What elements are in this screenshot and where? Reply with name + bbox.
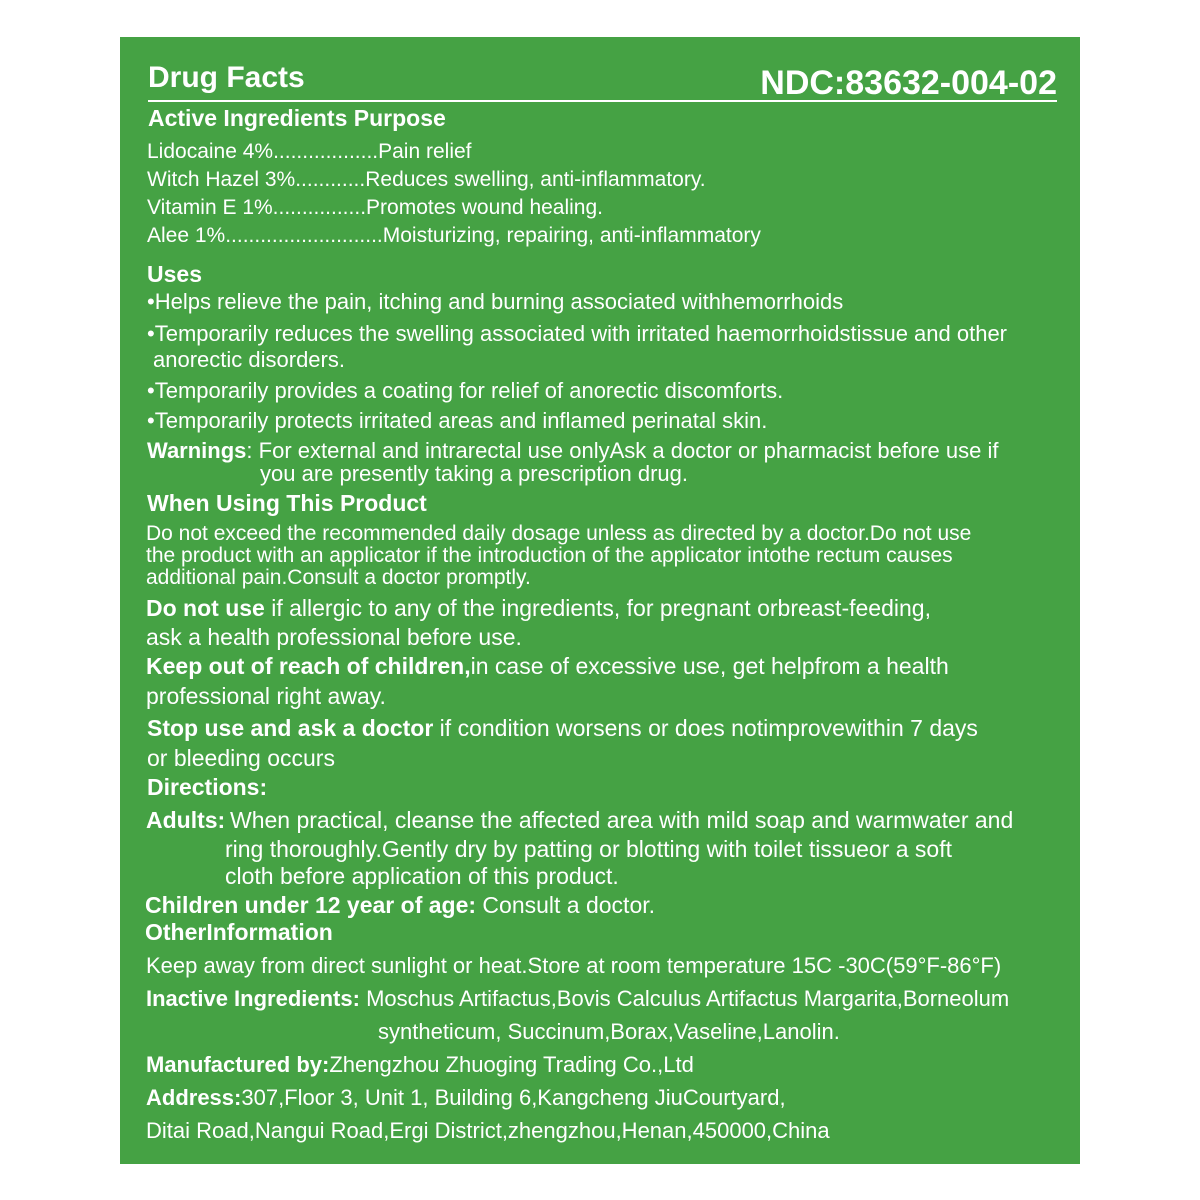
when-using-line: the product with an applicator if the introduction of the applicator intothe rectum causes (146, 544, 953, 567)
uses-heading: Uses (147, 261, 202, 287)
children-label: Children under 12 year of age: (145, 892, 477, 918)
when-using-line: Do not exceed the recommended daily dosage unless as directed by a doctor.Do not use (146, 522, 972, 545)
address-label: Address: (146, 1085, 242, 1110)
address-line (146, 1087, 786, 1109)
ingredient-row: Alee 1%...........................Moisturizing, repairing, anti-inflammatory (147, 224, 761, 247)
adults-continuation: ring thoroughly.Gently dry by patting or blotting with toilet tissueor a soft (225, 836, 953, 862)
ingredient-row: Vitamin E 1%................Promotes wound healing. (147, 196, 604, 219)
stop-use-label: Stop use and ask a doctor (147, 715, 434, 741)
other-info-text: Keep away from direct sunlight or heat.Store at room temperature 15C -30C(59°F-86°F) (146, 953, 1002, 978)
uses-item: •Temporarily reduces the swelling associated with irritated haemorrhoidstissue and other (147, 321, 1008, 346)
children-line (145, 894, 655, 917)
do-not-use-text: if allergic to any of the ingredients, for pregnant orbreast-feeding, (264, 595, 931, 621)
ndc-number: NDC:83632-004-02 (760, 64, 1057, 102)
uses-item: •Temporarily provides a coating for relief of anorectic discomforts. (147, 378, 784, 403)
do-not-use-line (146, 597, 931, 620)
adults-continuation: cloth before application of this product. (225, 863, 619, 889)
address-text: 307,Floor 3, Unit 1, Building 6,Kangcheng JiuCourtyard, (241, 1085, 786, 1110)
active-ingredients-heading: Active Ingredients Purpose (148, 105, 446, 131)
stop-use-line (147, 717, 978, 740)
uses-item-continuation: anorectic disorders. (153, 347, 345, 372)
do-not-use-label: Do not use (146, 595, 265, 621)
adults-line (146, 809, 225, 832)
ingredient-row: Witch Hazel 3%............Reduces swelling, anti-inflammatory. (147, 168, 706, 191)
stop-use-text: if condition worsens or does notimprovewithin 7 days (433, 715, 978, 741)
page-title: Drug Facts (148, 61, 305, 94)
uses-item: •Temporarily protects irritated areas and inflamed perinatal skin. (147, 408, 768, 433)
keep-out-continuation: professional right away. (146, 683, 386, 709)
directions-heading: Directions: (147, 774, 268, 800)
uses-item: •Helps relieve the pain, itching and burning associated withhemorrhoids (147, 289, 844, 314)
manufacturer-text: Zhengzhou Zhuoging Trading Co.,Ltd (329, 1052, 694, 1077)
warnings-line (147, 440, 998, 462)
inactive-label: Inactive Ingredients: (146, 986, 360, 1011)
ingredient-row: Lidocaine 4%..................Pain relief (147, 140, 472, 163)
address-continuation: Ditai Road,Nangui Road,Ergi District,zhengzhou,Henan,450000,China (146, 1118, 830, 1143)
manufacturer-line (146, 1054, 694, 1076)
adults-text: When practical, cleanse the affected area with mild soap and warmwater and (230, 807, 1014, 833)
other-info-heading: OtherInformation (145, 919, 333, 945)
children-text: Consult a doctor. (476, 892, 656, 918)
manufacturer-label: Manufactured by: (146, 1052, 330, 1077)
header-row (148, 61, 1057, 102)
keep-out-text: in case of excessive use, get helpfrom a health (470, 653, 949, 679)
adults-label: Adults: (146, 807, 226, 833)
inactive-continuation: syntheticum, Succinum,Borax,Vaseline,Lanolin. (378, 1019, 840, 1044)
inactive-line (146, 988, 1009, 1010)
drug-facts-label (120, 37, 1080, 1164)
keep-out-line (146, 655, 949, 678)
when-using-line: additional pain.Consult a doctor promptly. (146, 566, 531, 589)
inactive-text: Moschus Artifactus,Bovis Calculus Artifactus Margarita,Borneolum (359, 986, 1010, 1011)
warnings-continuation: you are presently taking a prescription drug. (260, 461, 689, 486)
stop-use-continuation: or bleeding occurs (147, 745, 335, 771)
do-not-use-continuation: ask a health professional before use. (146, 624, 522, 650)
warnings-text: : For external and intrarectal use onlyAsk a doctor or pharmacist before use if (246, 438, 999, 463)
when-using-heading: When Using This Product (147, 490, 427, 516)
warnings-label: Warnings (147, 438, 247, 463)
keep-out-label: Keep out of reach of children, (146, 653, 471, 679)
